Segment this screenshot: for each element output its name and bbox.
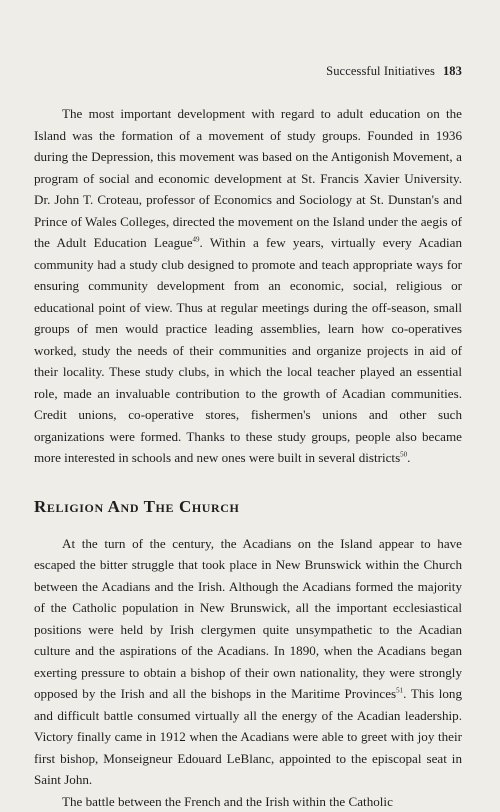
- footnote-ref-51: 51: [396, 687, 403, 695]
- paragraph-text: The most important development with regard to adult education on the Island was the formation of a movement of study groups. Founded in 1936 during the Depression, this movement was based on the Antigonish Movement, a program of social and economic development at St. Francis Xavier University. Dr. John T. Croteau, professor of Economics and Sociology at St. Dunstan's and Prince of Wales Colleges, directed the movement on the Island under the aegis of the Adult Education League: [34, 106, 462, 250]
- page-number: 183: [443, 64, 462, 78]
- paragraph-turn-of-century: [34, 533, 462, 791]
- paragraph-text-continued: . Within a few years, virtually every Acadian community had a study club designed to promote and teach appropriate ways for ensuring community development from an economic, social, religious or educational point of view. Thus at regular meetings during the off-season, small groups of men would practice leading assemblies, learn how co-operatives worked, study the needs of their communities and organize projects in aid of their locality. These study clubs, in which the local teacher played an essential role, made an invaluable contribution to the growth of Acadian communities. Credit unions, co-operative stores, fishermen's unions and other such organizations were formed. Thanks to these study groups, people also became more interested in schools and new ones were built in several districts: [34, 235, 462, 465]
- section-heading: Religion And The Church: [34, 495, 462, 519]
- paragraph-text-continued: . This long and difficult battle consumed virtually all the energy of the Acadian leadership. Victory finally came in 1912 when the Acadians were able to greet with joy their first bishop, Monseigneur Edouard LeBlanc, appointed to the episcopal seat in Saint John.: [34, 686, 462, 787]
- paragraph-text-end: .: [407, 450, 410, 465]
- footnote-ref-50: 50: [400, 451, 407, 459]
- paragraph-text: At the turn of the century, the Acadians on the Island appear to have escaped the bitter struggle that took place in New Brunswick within the Church between the Acadians and the Irish. Although the Acadians formed the majority of the Catholic population in New Brunswick, all the important ecclesiastical positions were held by Irish clergymen quite unsympathetic to the Acadian culture and the aspirations of the Acadians. In 1890, when the Acadians began exerting pressure to obtain a bishop of their own nationality, they were strongly opposed by the Irish and all the bishops in the Maritime Provinces: [34, 536, 462, 702]
- paragraph-text: The battle between the French and the Irish within the Catholic: [62, 794, 393, 809]
- running-title: Successful Initiatives: [326, 64, 435, 78]
- paragraph-study-groups: [34, 103, 462, 469]
- footnote-ref-49: 49: [193, 236, 200, 244]
- running-header: [326, 64, 462, 79]
- page-body: [34, 103, 462, 812]
- paragraph-battle: [34, 791, 462, 812]
